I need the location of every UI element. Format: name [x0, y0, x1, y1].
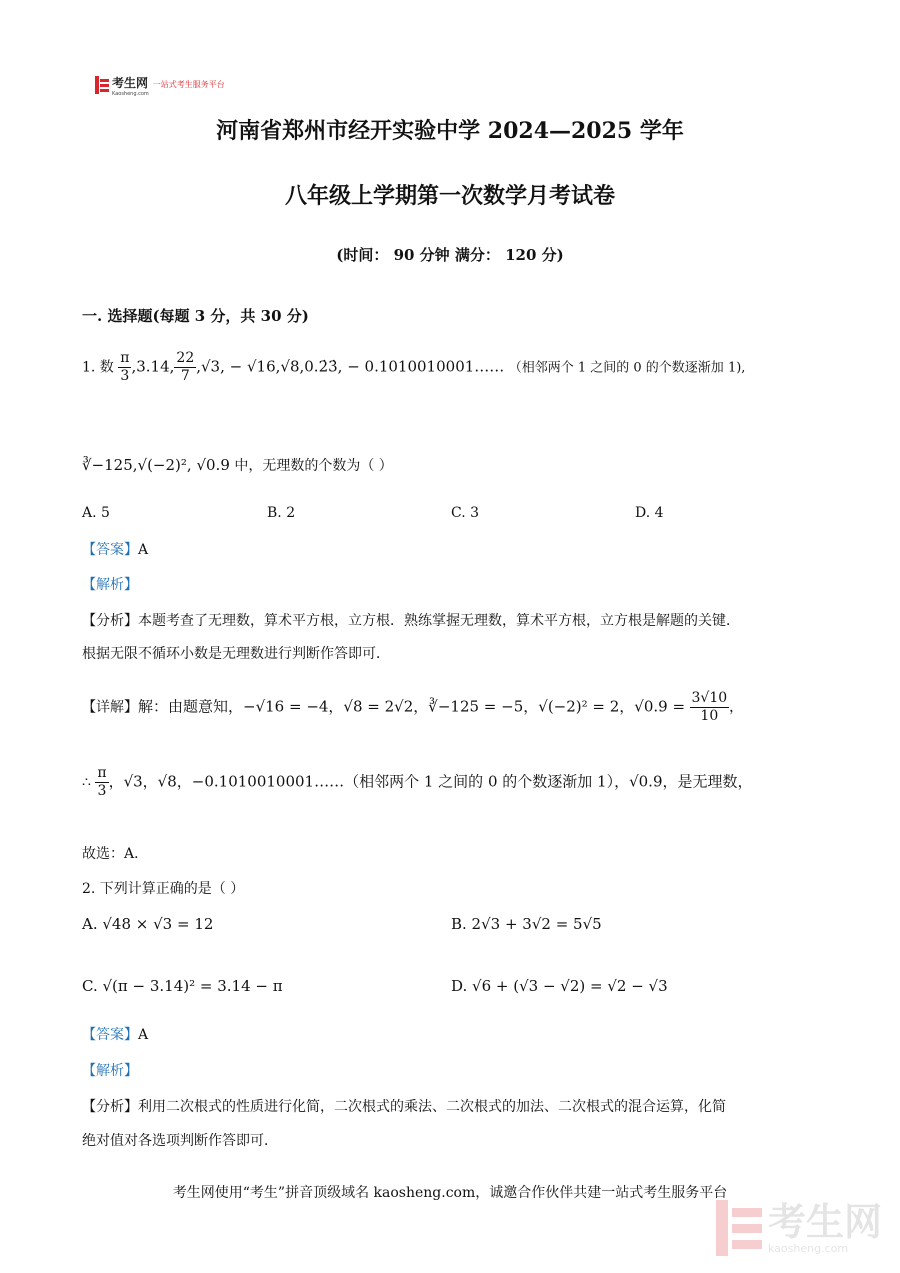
q2-answer-label: 【答案】 — [82, 1027, 138, 1043]
q1-answer — [82, 539, 148, 559]
q1-detail-frac-num: 3√10 — [691, 690, 728, 706]
section-heading: 一. 选择题(每题 3 分，共 30 分) — [82, 307, 309, 325]
q1-detail-text-1: 解：由题意知，−√16 = −4，√8 = 2√2，∛−125 = −5，√(−2)² = 2，√0.9 = — [138, 697, 686, 716]
q1-frac-22-den: 7 — [180, 368, 190, 384]
q2-option-d: D. √6 + (√3 − √2) = √2 − √3 — [451, 977, 668, 995]
q1-frac-22-num: 22 — [176, 350, 195, 366]
q1-fenxi-2: 根据无限不循环小数是无理数进行判断作答即可． — [82, 646, 390, 662]
watermark-name: 考生网 — [768, 1199, 883, 1244]
q2-fenxi-text-1: 利用二次根式的性质进行化简，二次根式的乘法、二次根式的加法、二次根式的混合运算，化简 — [138, 1099, 726, 1115]
q2-fenxi-2: 绝对值对各选项判断作答即可． — [82, 1133, 278, 1149]
q2-answer-value: A — [138, 1027, 149, 1043]
q1-number-list: ,√3, − √16,√8,0.2̇3̇, − 0.1010010001…… — [196, 357, 505, 376]
q2-fenxi-1 — [82, 1096, 726, 1116]
q2-analysis-label: 【解析】 — [82, 1063, 138, 1079]
q1-analysis-label: 【解析】 — [82, 577, 138, 593]
q1-detail-comma: ， — [729, 699, 744, 716]
q1-number-list-2: ∛−125,√(−2)², √0.9 — [82, 456, 230, 474]
q1-option-d: D. 4 — [635, 505, 664, 521]
q1-frac-pi-den: 3 — [120, 368, 130, 384]
q1-answer-label: 【答案】 — [82, 542, 138, 558]
watermark-domain: kaosheng.com — [768, 1241, 849, 1255]
q1-note: （相邻两个 1 之间的 0 的个数逐渐加 1), — [508, 360, 746, 376]
q1-frac-pi-num: π — [120, 350, 130, 366]
q1-option-a: A. 5 — [82, 505, 110, 521]
watermark-text — [768, 1199, 883, 1255]
q2-option-c: C. √(π − 3.14)² = 3.14 − π — [82, 977, 283, 995]
q1-fenxi-label: 【分析】 — [82, 613, 138, 629]
q1-stem-line-2 — [82, 455, 393, 475]
q1-detail-frac-pi-num: π — [97, 765, 107, 781]
q1-detail-line-2 — [82, 765, 752, 800]
q1-detail-text-2: ，√3，√8，−0.1010010001……（相邻两个 1 之间的 0 的个数逐渐加 1），√0.9，是无理数， — [108, 772, 753, 791]
logo-domain: Kaosheng.com — [112, 91, 149, 97]
q1-fenxi-text-1: 本题考查了无理数，算术平方根，立方根．熟练掌握无理数，算术平方根，立方根是解题的关键． — [138, 613, 740, 629]
q2-answer — [82, 1024, 148, 1044]
q1-detail-frac-pi — [95, 765, 108, 800]
q1-option-b: B. 2 — [267, 505, 296, 521]
q1-stem-line-1 — [82, 350, 745, 385]
q1-option-c: C. 3 — [451, 505, 480, 521]
q1-choose: 故选：A． — [82, 846, 149, 862]
q1-frac-22 — [174, 350, 196, 385]
q1-detail-frac — [690, 690, 730, 725]
header-logo[interactable] — [95, 72, 225, 97]
logo-slogan: 一站式考生服务平台 — [152, 80, 225, 89]
q1-value-3-14: ,3.14, — [131, 357, 175, 376]
q2-stem: 2. 下列计算正确的是（ ） — [82, 881, 245, 897]
title-line-1: 河南省郑州市经开实验中学 2024—2025 学年 — [216, 118, 684, 144]
q1-detail-label: 【详解】 — [82, 699, 138, 716]
logo-mark-icon — [95, 76, 109, 94]
q2-option-b: B. 2√3 + 3√2 = 5√5 — [451, 915, 602, 933]
q1-stem-tail: 中，无理数的个数为（ ） — [234, 458, 393, 474]
q1-fenxi-1 — [82, 610, 740, 630]
q1-answer-value: A — [138, 542, 149, 558]
q1-detail-line-1 — [82, 690, 743, 725]
exam-info: (时间： 90 分钟 满分： 120 分) — [336, 246, 564, 264]
title-line-2: 八年级上学期第一次数学月考试卷 — [284, 183, 615, 209]
q2-option-a: A. √48 × √3 = 12 — [82, 915, 214, 933]
watermark-logo-icon — [716, 1200, 762, 1256]
logo-name: 考生网 — [112, 76, 149, 90]
q1-frac-pi — [118, 350, 131, 385]
q1-detail-frac-den: 10 — [700, 708, 719, 724]
page-footer: 考生网使用“考生”拼音顶级域名 kaosheng.com，诚邀合作伙伴共建一站式考生服务平台 — [172, 1185, 728, 1201]
logo-text — [112, 72, 149, 97]
q2-fenxi-label: 【分析】 — [82, 1099, 138, 1115]
q1-detail-frac-pi-den: 3 — [97, 783, 107, 799]
q1-number: 1. 数 — [82, 359, 114, 376]
q1-therefore: ∴ — [82, 774, 91, 791]
watermark — [716, 1200, 882, 1256]
